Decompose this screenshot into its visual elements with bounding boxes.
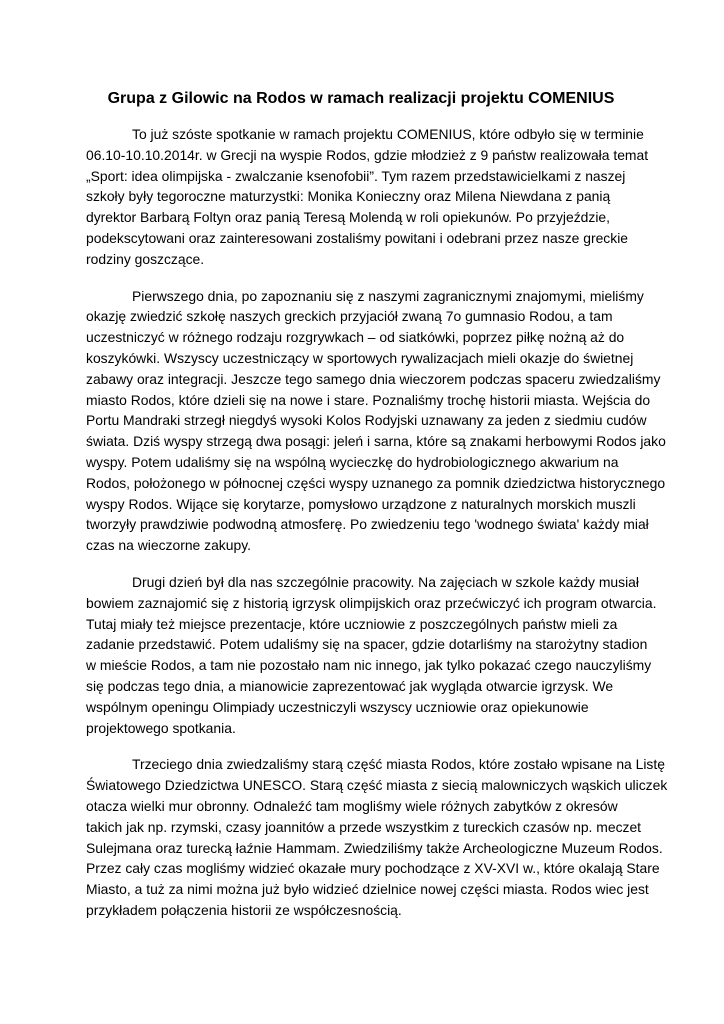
paragraph-line: „Sport: idea olimpijska - zwalczanie ksenofobii”. Tym razem przedstawicielkami z naszej (86, 167, 626, 184)
paragraph-3 (86, 572, 657, 738)
paragraph-line: szkoły były tegoroczne maturzystki: Monika Konieczny oraz Milena Niewdana z panią (86, 188, 611, 205)
paragraph-line: się podczas tego dnia, a mianowicie zaprezentować jak wygląda otwarcie igrzysk. We (86, 677, 614, 694)
paragraph-line: przykładem połączenia historii ze współczesnością. (86, 901, 402, 918)
paragraph-line: okazję zwiedzić szkołę naszych greckich przyjaciół zwaną 7o gumnasio Rodou, a tam (86, 308, 613, 325)
paragraph-line: Pierwszego dnia, po zapoznaniu się z naszymi zagranicznymi znajomymi, mieliśmy (132, 287, 644, 304)
paragraph-line: rodziny goszczące. (86, 250, 205, 267)
paragraph-line: koszykówki. Wszyscy uczestniczący w sportowych rywalizacjach mieli okazje do świetnej (86, 349, 634, 366)
paragraph-line: wyspy. Potem udaliśmy się na wspólną wycieczkę do hydrobiologicznego akwarium na (86, 453, 619, 470)
paragraph-line: uczestniczyć w różnego rodzaju rozgrywkach – od siatkówki, poprzez piłkę nożną aż do (86, 329, 625, 346)
paragraph-line: Światowego Dziedzictwa UNESCO. Starą część miasta z siecią malowniczych wąskich uliczek (86, 777, 668, 794)
paragraph-line: tworzyły prawdziwie podwodną atmosferę. Po zwiedzeniu tego 'wodnego świata' każdy miał (86, 516, 649, 533)
paragraph-line: podekscytowani oraz zainteresowani zostaliśmy powitani i odebrani przez nasze greckie (86, 229, 629, 246)
paragraph-line: zadanie przedstawić. Potem udaliśmy się na spacer, gdzie dotarliśmy na starożytny stadion (86, 636, 648, 653)
document-page (86, 88, 668, 937)
paragraph-line: Trzeciego dnia zwiedzaliśmy starą część miasta Rodos, które zostało wpisane na Listę (132, 756, 665, 773)
paragraph-line: 06.10-10.10.2014r. w Grecji na wyspie Rodos, gdzie młodzież z 9 państw realizowała temat (86, 146, 649, 163)
paragraph-line: Drugi dzień był dla nas szczególnie pracowity. Na zajęciach w szkole każdy musiał (132, 573, 639, 590)
paragraph-line: bowiem zaznajomić się z historią igrzysk olimpijskich oraz przećwiczyć ich program otwarcia. (86, 594, 657, 611)
paragraph-line: Miasto, a tuż za nimi można już było widzieć dzielnice nowej części miasta. Rodos wiec jest (86, 881, 649, 898)
paragraph-1 (86, 124, 649, 270)
paragraph-line: Tutaj miały też miejsce prezentacje, które uczniowie z poszczególnych państw mieli za (86, 615, 618, 632)
paragraph-line: świata. Dziś wyspy strzegą dwa posągi: jeleń i sarna, które są znakami herbowymi Rodos jako (86, 433, 666, 450)
paragraph-line: projektowego spotkania. (86, 719, 236, 736)
paragraph-line: miasto Rodos, które dzieli się na nowe i stare. Poznaliśmy trochę historii miasta. Wejścia do (86, 391, 651, 408)
paragraph-4 (86, 754, 668, 920)
paragraph-line: Sulejmana oraz turecką łaźnie Hammam. Zwiedziliśmy także Archeologiczne Muzeum Rodos. (86, 839, 663, 856)
paragraph-line: Portu Mandraki strzegł niegdyś wysoki Kolos Rodyjski uznawany za jeden z siedmiu cudów (86, 412, 647, 429)
document-title: Grupa z Gilowic na Rodos w ramach realizacji projektu COMENIUS (107, 90, 615, 107)
paragraph-line: w mieście Rodos, a tam nie pozostało nam nic innego, jak tylko pokazać czego nauczyliśmy (86, 657, 652, 674)
paragraph-line: wspólnym openingu Olimpiady uczestniczyli wszyscy uczniowie oraz opiekunowie (86, 698, 589, 715)
paragraph-line: To już szóste spotkanie w ramach projektu COMENIUS, które odbyło się w terminie (132, 126, 644, 142)
paragraph-line: Przez cały czas mogliśmy widzieć okazałe mury pochodzące z XV-XVI w., które okalają Stare (86, 860, 660, 877)
paragraph-line: Rodos, położonego w północnej części wyspy uznanego za pomnik dziedzictwa historycznego (86, 474, 666, 491)
paragraph-line: zabawy oraz integracji. Jeszcze tego samego dnia wieczorem podczas spaceru zwiedzaliśmy (86, 370, 661, 387)
paragraph-line: takich jak np. rzymski, czasy joannitów a przede wszystkim z tureckich czasów np. meczet (86, 818, 642, 835)
paragraph-2 (86, 286, 666, 556)
paragraph-line: wyspy Rodos. Wijące się korytarze, pomysłowo urządzone z naturalnych morskich muszli (86, 495, 636, 512)
paragraph-line: czas na wieczorne zakupy. (86, 537, 251, 554)
paragraph-line: dyrektor Barbarą Foltyn oraz panią Teresą Molendą w roli opiekunów. Po przyjeździe, (86, 209, 610, 226)
paragraph-line: otacza wielki mur obronny. Odnaleźć tam mogliśmy wiele różnych zabytków z okresów (86, 797, 618, 814)
document-body (86, 124, 668, 921)
